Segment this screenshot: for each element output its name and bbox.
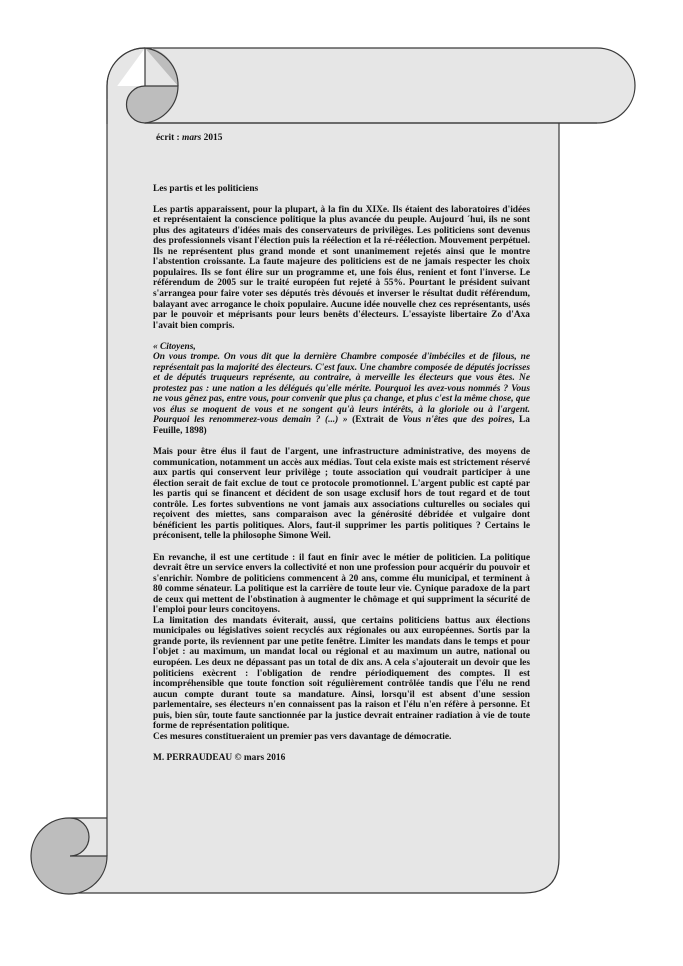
document-title: Les partis et les politiciens — [153, 183, 259, 194]
quote-salutation: « Citoyens, — [153, 341, 196, 352]
paragraph-2: Mais pour être élus il faut de l'argent, une infrastructure administrative, des moyens de communication, notamment un accès aux médias. Tout cela existe mais est strictement réservé aux partis qui conservent leur privilège ; toute association qui voudrait participer à une élection serait de fait exclue de tout ce protocole promotionnel. L'argent public est capté par les partis qui se financent et décident de son usage exclusif hors de tout regard et de tout contrôle. Les fortes subventions ne vont jamais aux associations culturelles ou sociales qui reçoivent des miettes, sans comparaison avec la générosité débridée et vulgaire dont bénéficient les partis politiques. Alors, faut-il supprimer les partis politiques ? Certains le préconisent, telle la philosophe Simone Weil. — [153, 447, 530, 542]
written-date — [156, 133, 530, 144]
signature: M. PERRAUDEAU © mars 2016 — [153, 752, 286, 763]
quote-block — [153, 342, 530, 437]
paragraph-5: Ces mesures constitueraient un premier pas vers davantage de démocratie. — [153, 731, 452, 742]
quote-source-prefix: (Extrait de — [347, 415, 403, 426]
quote-body: On vous trompe. On vous dit que la dernière Chambre composée d'imbéciles et de filous, ne représentait pas la majorité des électeurs. C'est faux. Une chambre composée de députés jocrisses et de députés truqueurs représente, au contraire, à merveille les électeurs que vous êtes. Ne protestez pas : une nation a les délégués qu'elle mérite. Pourquoi les avez-vous nommés ? Vous ne vous gênez pas, entre vous, pour convenir que plus ça change, et plus c'est la même chose, que vos élus se moquent de vous et ne songent qu'à leurs intérêts, à la gloriole ou à l'argent. Pourquoi les renommerez-vous demain ? (...) » — [153, 352, 530, 426]
quote-text — [153, 352, 530, 436]
written-prefix: écrit : — [156, 133, 183, 143]
document-body — [153, 133, 530, 763]
quote-source-suffix: , La Feuille, 1898) — [153, 415, 530, 437]
paragraph-1: Les partis apparaissent, pour la plupart, à la fin du XIXe. Ils étaient des laboratoires d'idées et représentaient la conscience politique la plus avancée du peuple. Aujourd ´hui, ils ne sont plus des agitateurs d'idées mais des conservateurs de privilèges. Les politiciens sont devenus des professionnels visant l'élection puis la réélection et la ré-réélection. Mouvement perpétuel. Ils ne représentent plus grand monde et sont unanimement rejetés ainsi que le montre l'abstention croissante. La faute majeure des politiciens est de ne jamais respecter les choix populaires. Ils se font élire sur un programme et, une fois élus, renient et font l'inverse. Le référendum de 2005 sur le traité européen fut rejeté à 55%. Pourtant le président suivant s'arrangea pour faire voter ses députés très dévoués et inverser le résultat dudit référendum, balayant avec arrogance le choix populaire. Aucune idée nouvelle chez ces représentants, usés par le pouvoir et méprisants pour leurs benêts d'électeurs. L'essayiste libertaire Zo d'Axa l'avait bien compris. — [153, 204, 530, 331]
written-month: mars — [182, 133, 202, 143]
top-roll — [145, 48, 635, 123]
written-year: 2015 — [201, 133, 223, 143]
paragraph-3: En revanche, il est une certitude : il faut en finir avec le métier de politicien. La politique devrait être un service envers la collectivité et non une profession pour acquérir du pouvoir et s'enrichir. Nombre de politiciens commencent à 20 ans, comme élu municipal, et terminent à 80 comme sénateur. La politique est la carrière de toute leur vie. Cynique paradoxe de la part de ceux qui mettent de l'obstination à augmenter le chômage et qui suppriment la sécurité de l'emploi pour leurs concitoyens. — [153, 552, 530, 616]
quote-source-title: Vous n'êtes que des poires — [402, 415, 513, 426]
paragraph-4: La limitation des mandats éviterait, aussi, que certains politiciens battus aux élections municipales ou législatives soient recyclés aux régionales ou aux européennes. Sortis par la grande porte, ils reviennent par une petite fenêtre. Limiter les mandats dans le temps et pour l'objet : au maximum, un mandat local ou régional et au maximum un autre, national ou européen. Les deux ne dépassant pas un total de dix ans. A cela s'ajouterait un devoir que les politiciens exècrent : l'obligation de rendre périodiquement des comptes. Il est incompréhensible que toute fonction soit régulièrement contrôlée tandis que l'élu ne rend aucun compte durant toute sa mandature. Ainsi, lorsqu'il est absent d'une session parlementaire, ses électeurs n'en connaissent pas la raison et l'élu n'en réfère à personne. Et puis, bien sûr, toute faute sanctionnée par la justice devrait entrainer radiation à vie de toute forme de représentation politique. — [153, 615, 530, 732]
